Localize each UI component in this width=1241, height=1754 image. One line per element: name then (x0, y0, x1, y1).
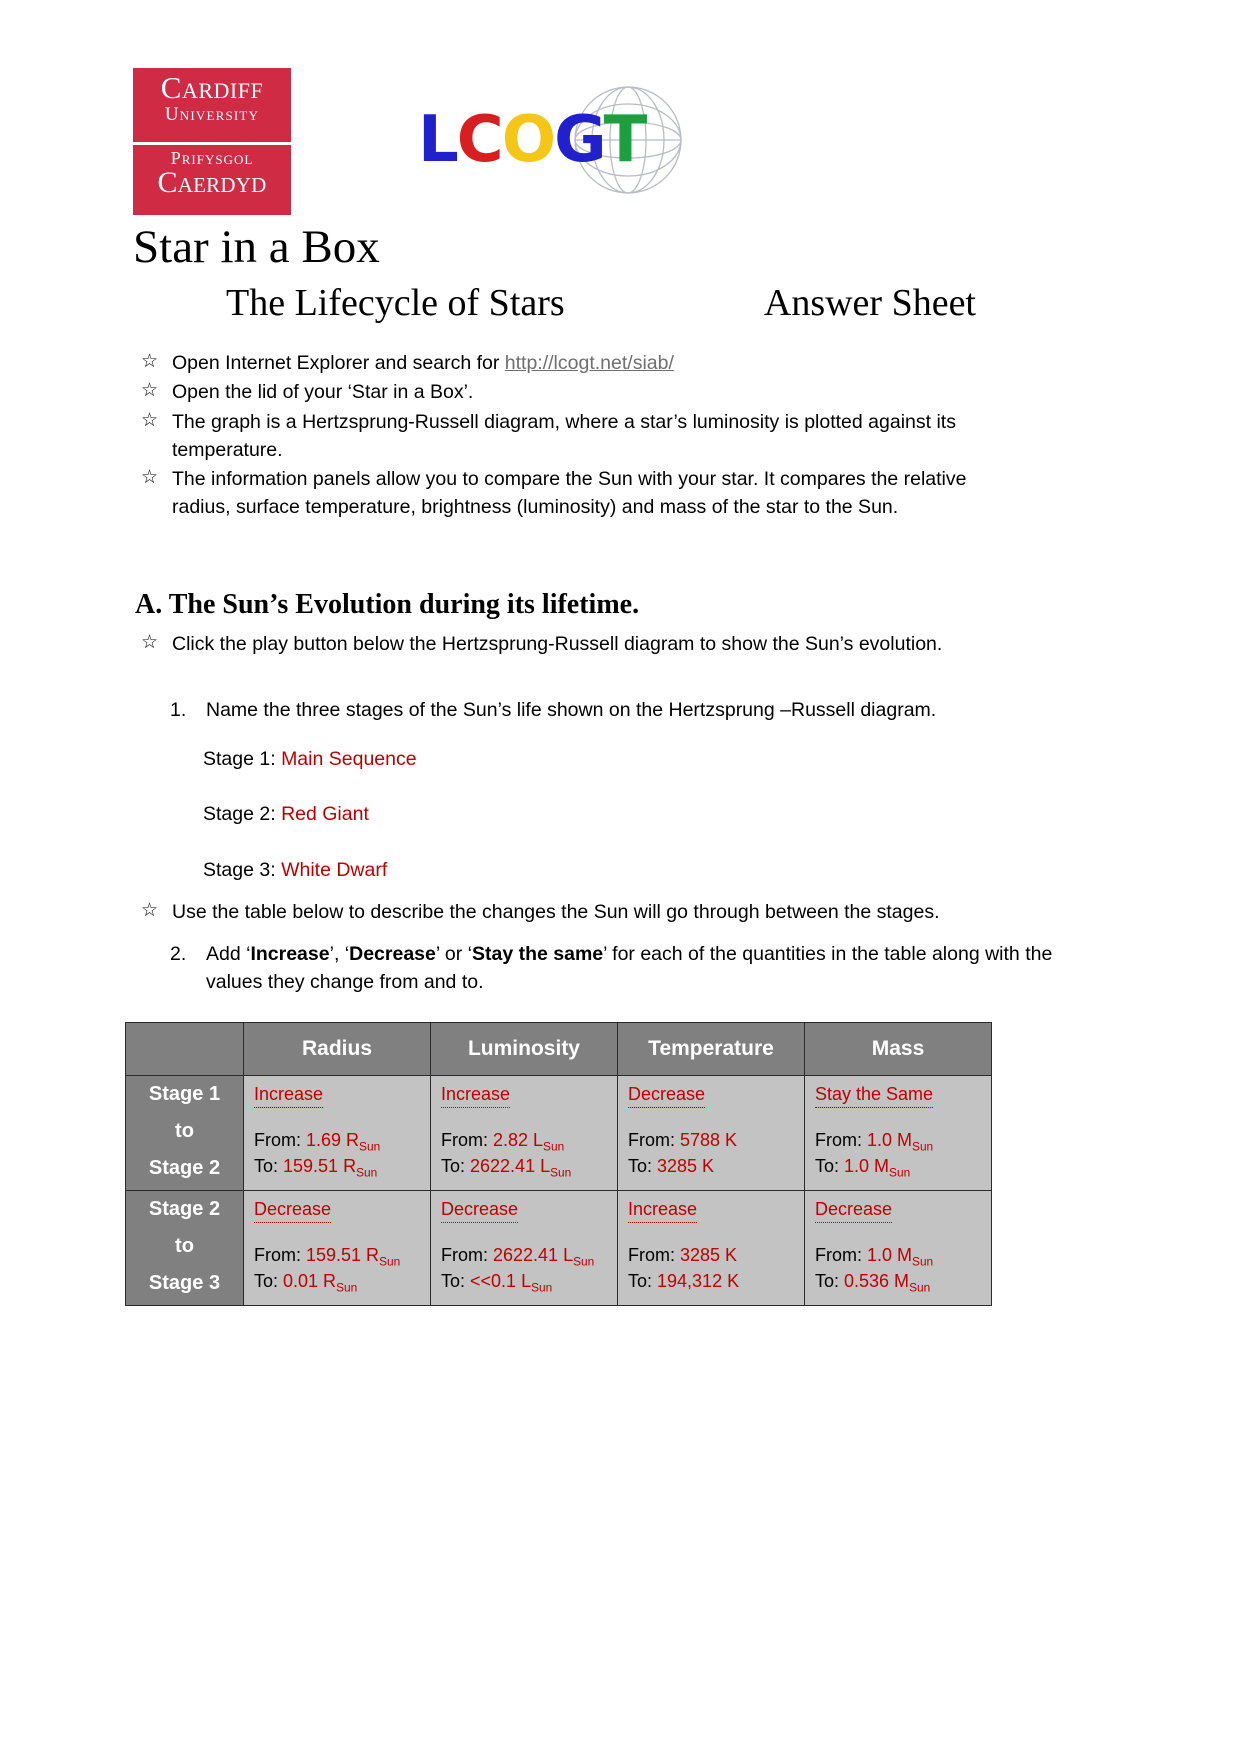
to-row (628, 1271, 796, 1295)
from-row (254, 1130, 422, 1154)
list-item (138, 630, 998, 658)
to-row (254, 1271, 422, 1295)
from-row (441, 1245, 609, 1269)
to-subscript: Sun (550, 1165, 572, 1180)
stage-2-answer[interactable]: Red Giant (281, 803, 369, 826)
table-row (126, 1191, 992, 1306)
to-row (441, 1156, 609, 1180)
question-2-part3: ’ or ‘ (435, 943, 472, 965)
section-a-heading: A. The Sun’s Evolution during its lifetime. (135, 589, 640, 620)
table-header-temperature: Temperature (618, 1023, 805, 1076)
to-value[interactable]: 0.536 M (844, 1271, 910, 1292)
cardiff-logo-line1: Cardiff (160, 70, 264, 105)
from-label: From: (254, 1245, 306, 1266)
subtitle-left: The Lifecycle of Stars (226, 282, 565, 324)
stage-changes-table (125, 1022, 992, 1306)
cardiff-logo-line3: Prifysgol (170, 148, 254, 168)
cell-stage2to3-radius[interactable] (244, 1191, 431, 1306)
row-header-stage-1-to-2 (126, 1076, 244, 1191)
cell-stage2to3-mass[interactable] (805, 1191, 992, 1306)
stage-1-line (203, 745, 903, 773)
verdict[interactable]: Decrease (628, 1084, 705, 1108)
stage-1-label: Stage 1: (203, 748, 282, 770)
cell-stage1to2-radius[interactable] (244, 1076, 431, 1191)
question-1 (170, 696, 1036, 724)
to-value[interactable]: 1.0 M (844, 1156, 890, 1177)
question-2-part2: ’, ‘ (329, 943, 350, 965)
to-subscript: Sun (889, 1165, 911, 1180)
bullet-text: Use the table below to describe the changes the Sun will go through between the stages. (172, 901, 940, 923)
to-value[interactable]: 3285 K (657, 1156, 715, 1177)
table-row (126, 1076, 992, 1191)
table-header-luminosity: Luminosity (431, 1023, 618, 1076)
to-label: To: (815, 1271, 845, 1292)
star-bullet-icon: ☆ (141, 409, 159, 431)
to-row (254, 1156, 422, 1180)
question-2 (170, 940, 1056, 997)
table-header-radius: Radius (244, 1023, 431, 1076)
section-a-bullet-list (138, 630, 998, 658)
from-subscript: Sun (379, 1254, 401, 1269)
from-label: From: (441, 1245, 493, 1266)
row-header-line-1: Stage 1 (148, 1083, 221, 1105)
star-bullet-icon: ☆ (141, 900, 159, 921)
from-subscript: Sun (543, 1139, 565, 1154)
star-bullet-icon: ☆ (141, 467, 159, 489)
stage-2-line (203, 800, 903, 828)
bullet-text: Open the lid of your ‘Star in a Box’. (172, 381, 474, 404)
row-header-line-3: Stage 2 (148, 1157, 221, 1179)
cell-stage1to2-temperature[interactable] (618, 1076, 805, 1191)
section-a-bullet-block (138, 630, 998, 659)
to-label: To: (254, 1156, 284, 1177)
star-bullet-icon: ☆ (141, 351, 159, 372)
list-item (138, 349, 998, 377)
verdict[interactable]: Decrease (441, 1199, 518, 1223)
cardiff-logo-top (133, 68, 291, 142)
from-value[interactable]: 1.0 M (867, 1129, 913, 1150)
row-header-line-2: to (175, 1235, 194, 1258)
from-value[interactable]: 5788 K (680, 1129, 738, 1150)
bullet-text: Open Internet Explorer and search for (172, 352, 505, 374)
stage-3-label: Stage 3: (203, 858, 282, 881)
bullet-text: Click the play button below the Hertzsprung-Russell diagram to show the Sun’s evolution. (172, 633, 943, 655)
lcogt-logo (418, 84, 708, 194)
page-title: Star in a Box (133, 221, 380, 273)
verdict[interactable]: Increase (441, 1084, 510, 1108)
subtitle-row (226, 281, 1016, 325)
from-row (628, 1130, 796, 1154)
question-1-number: 1. (170, 699, 187, 721)
from-label: From: (254, 1129, 306, 1150)
to-value[interactable]: 2622.41 L (470, 1156, 551, 1177)
from-value[interactable]: 2.82 L (493, 1129, 544, 1150)
lcogt-letters (418, 103, 646, 177)
from-value[interactable]: 1.69 R (306, 1129, 360, 1150)
question-2-number: 2. (170, 943, 187, 965)
question-2-bold-stay: Stay the same (471, 943, 604, 965)
star-bullet-icon: ☆ (141, 380, 159, 402)
verdict[interactable]: Decrease (254, 1199, 331, 1223)
to-value[interactable]: <<0.1 L (470, 1271, 532, 1292)
to-label: To: (628, 1156, 658, 1177)
to-row (628, 1156, 796, 1180)
cell-stage1to2-luminosity[interactable] (431, 1076, 618, 1191)
table-header (126, 1023, 992, 1076)
row-header-line-2: to (175, 1120, 194, 1142)
table-corner-cell (126, 1023, 244, 1076)
list-item (138, 408, 998, 465)
to-label: To: (441, 1156, 471, 1177)
row-header-line-1: Stage 2 (148, 1198, 221, 1221)
table-body (126, 1076, 992, 1306)
from-label: From: (628, 1245, 680, 1266)
to-label: To: (441, 1271, 471, 1292)
lcogt-letter-t: T (603, 103, 646, 177)
cardiff-logo-bottom (133, 145, 291, 215)
verdict[interactable]: Stay the Same (815, 1084, 933, 1108)
to-subscript: Sun (336, 1280, 358, 1295)
verdict[interactable]: Increase (254, 1084, 323, 1108)
from-row (254, 1245, 422, 1269)
cell-stage1to2-mass[interactable] (805, 1076, 992, 1191)
from-label: From: (441, 1129, 493, 1150)
to-subscript: Sun (531, 1280, 553, 1295)
question-2-bold-increase: Increase (250, 943, 330, 965)
cardiff-logo-line2: University (164, 104, 260, 125)
row-header-line-3: Stage 3 (148, 1272, 221, 1295)
to-row (815, 1156, 983, 1180)
intro-bullet-block (138, 349, 998, 523)
siab-link[interactable]: http://lcogt.net/siab/ (504, 352, 674, 374)
table-bullet-block (138, 898, 1018, 927)
intro-bullet-list (138, 349, 998, 522)
cardiff-university-logo (133, 68, 291, 216)
to-row (441, 1271, 609, 1295)
from-label: From: (815, 1129, 867, 1150)
to-subscript: Sun (909, 1280, 931, 1295)
lcogt-letter-c: C (456, 103, 502, 177)
from-row (815, 1130, 983, 1154)
list-item (138, 898, 1018, 926)
verdict[interactable]: Increase (628, 1199, 697, 1223)
table-header-mass: Mass (805, 1023, 992, 1076)
cell-stage2to3-temperature[interactable] (618, 1191, 805, 1306)
from-value[interactable]: 3285 K (680, 1245, 738, 1266)
from-row (815, 1245, 983, 1269)
stage-3-line (203, 856, 903, 884)
list-item (138, 378, 998, 406)
from-value[interactable]: 159.51 R (306, 1245, 380, 1266)
logo-row (133, 60, 1013, 220)
table-bullet-list (138, 898, 1018, 926)
to-label: To: (815, 1156, 845, 1177)
list-item (138, 465, 998, 522)
question-2-part4: ’ for each of the quantities in the table along with the values they change from and to. (206, 943, 1053, 994)
lcogt-letter-o: O (501, 103, 555, 177)
stage-3-answer[interactable]: White Dwarf (281, 858, 388, 881)
to-label: To: (254, 1271, 284, 1292)
stage-answers (203, 745, 903, 911)
stage-2-label: Stage 2: (203, 803, 282, 826)
from-row (628, 1245, 796, 1269)
to-value[interactable]: 159.51 R (283, 1156, 357, 1177)
from-value[interactable]: 1.0 M (867, 1245, 913, 1266)
to-row (815, 1271, 983, 1295)
to-label: To: (628, 1271, 658, 1292)
from-value[interactable]: 2622.41 L (493, 1245, 574, 1266)
lcogt-letter-l: L (418, 103, 457, 177)
lcogt-letter-g: G (554, 103, 604, 177)
stage-1-answer[interactable]: Main Sequence (281, 748, 417, 770)
from-subscript: Sun (359, 1139, 381, 1154)
star-bullet-icon: ☆ (141, 632, 159, 653)
from-subscript: Sun (912, 1254, 934, 1269)
question-2-part1: Add ‘ (206, 943, 251, 965)
verdict[interactable]: Decrease (815, 1199, 892, 1223)
from-subscript: Sun (912, 1139, 934, 1154)
to-value[interactable]: 194,312 K (657, 1271, 740, 1292)
from-row (441, 1130, 609, 1154)
from-label: From: (815, 1245, 867, 1266)
to-subscript: Sun (356, 1165, 378, 1180)
row-header-stage-2-to-3 (126, 1191, 244, 1306)
bullet-text: The graph is a Hertzsprung-Russell diagram, where a star’s luminosity is plotted against its temperature. (172, 410, 956, 461)
table-header-row (126, 1023, 992, 1076)
from-label: From: (628, 1129, 680, 1150)
from-subscript: Sun (573, 1254, 595, 1269)
cell-stage2to3-luminosity[interactable] (431, 1191, 618, 1306)
question-1-text: Name the three stages of the Sun’s life shown on the Hertzsprung –Russell diagram. (206, 699, 937, 721)
bullet-text: The information panels allow you to compare the Sun with your star. It compares the relative radius, surface temperature, brightness (luminosity) and mass of the star to the Sun. (172, 468, 967, 519)
to-value[interactable]: 0.01 R (283, 1271, 337, 1292)
question-2-bold-decrease: Decrease (349, 943, 436, 965)
subtitle-right: Answer Sheet (763, 282, 976, 324)
cardiff-logo-line4: Caerdyd (157, 166, 267, 199)
